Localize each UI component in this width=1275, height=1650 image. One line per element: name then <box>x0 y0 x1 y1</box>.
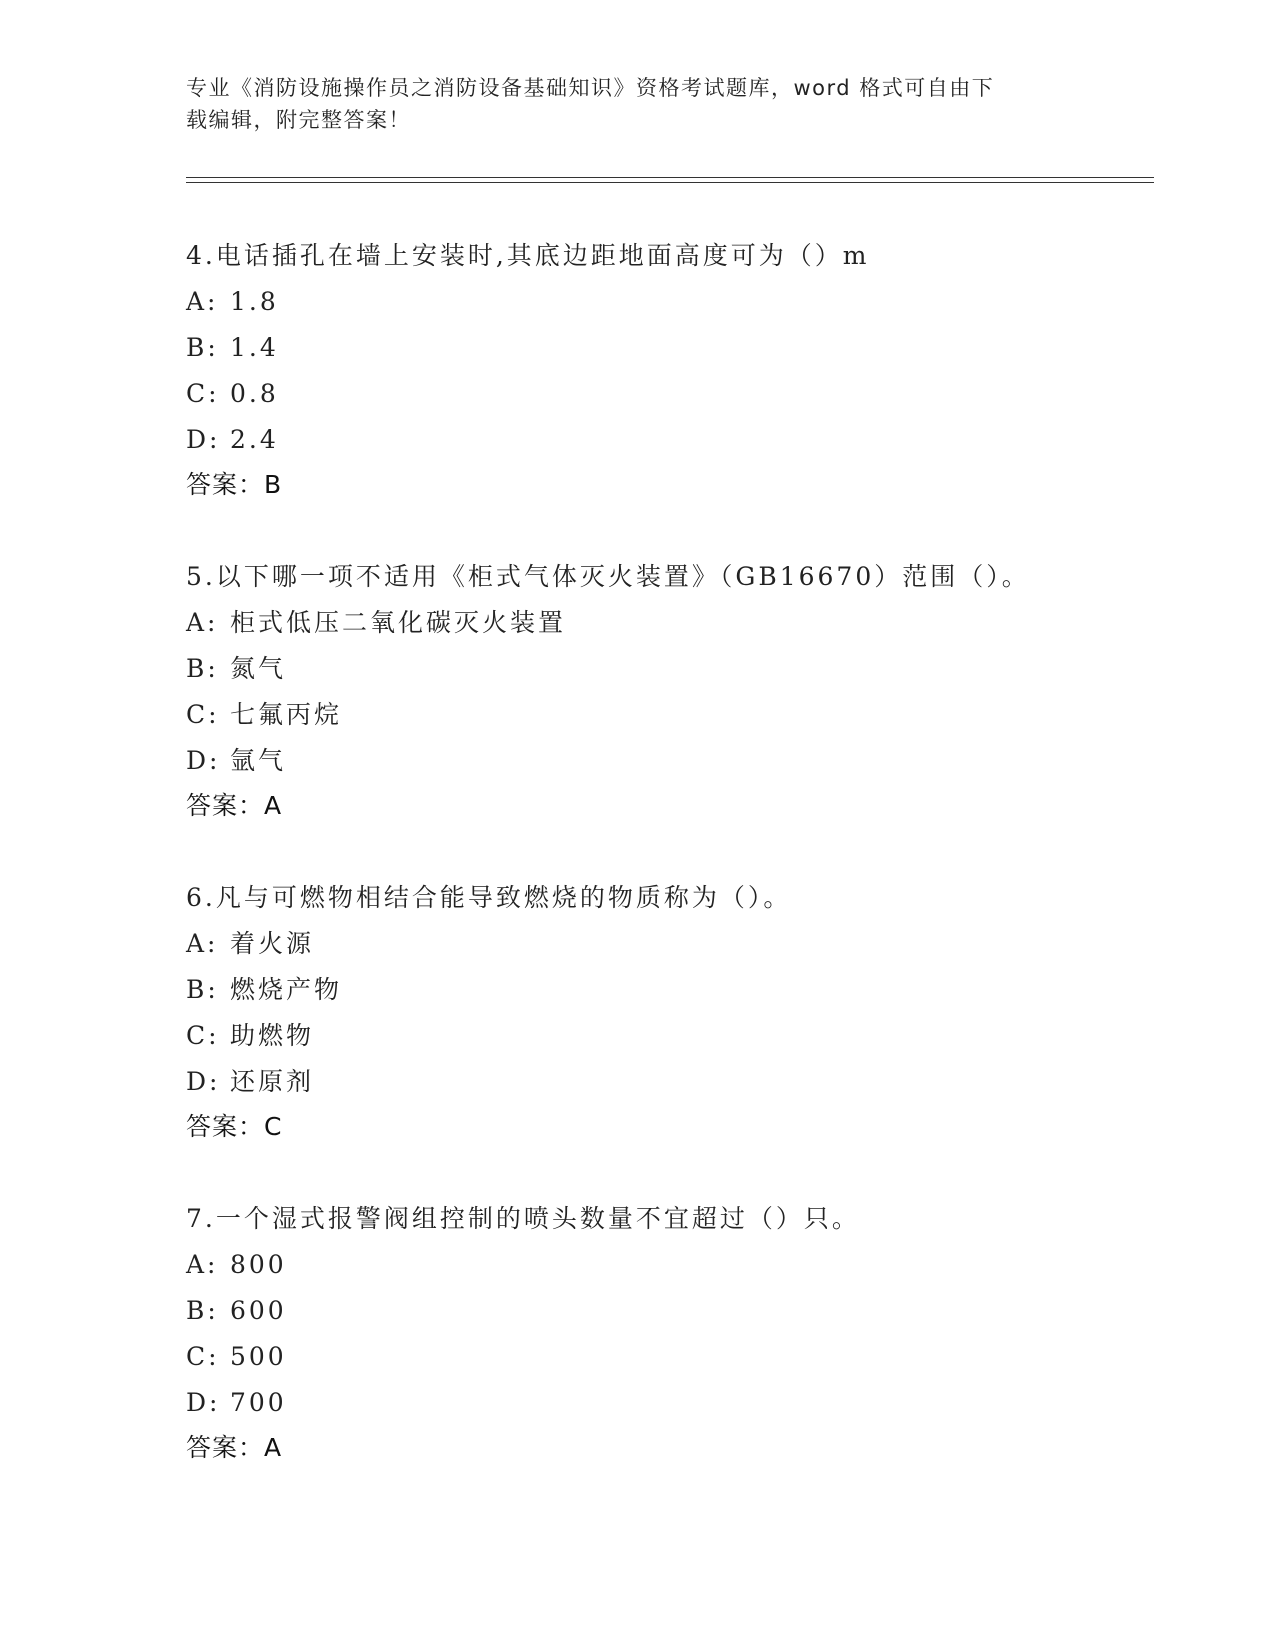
header-divider-bottom <box>186 182 1154 183</box>
answer-line: 答案：B <box>186 470 283 499</box>
option-c <box>186 1013 1146 1059</box>
question-title: 5.以下哪一项不适用《柜式气体灭火装置》（GB16670）范围（）。 <box>186 562 1030 591</box>
answer-line: 答案：A <box>186 1433 283 1462</box>
question-4 <box>186 233 1146 507</box>
option-a <box>186 1242 1146 1288</box>
option-text: 2.4 <box>230 425 279 454</box>
option-text: 着火源 <box>230 929 315 958</box>
option-b <box>186 967 1146 1013</box>
option-d <box>186 738 1146 784</box>
option-c <box>186 692 1146 738</box>
option-letter: A: <box>186 929 219 958</box>
option-letter: D: <box>186 746 221 775</box>
answer-line: 答案：C <box>186 1112 283 1141</box>
option-letter: D: <box>186 1388 221 1417</box>
option-text: 柜式低压二氧化碳灭火装置 <box>230 608 567 637</box>
option-letter: B: <box>186 1296 219 1325</box>
document-header <box>186 72 1086 136</box>
option-letter: D: <box>186 1067 221 1096</box>
option-a <box>186 279 1146 325</box>
option-letter: D: <box>186 425 221 454</box>
option-a <box>186 921 1146 967</box>
option-text: 500 <box>230 1342 287 1371</box>
option-text: 700 <box>230 1388 287 1417</box>
option-text: 1.4 <box>230 333 279 362</box>
option-b <box>186 325 1146 371</box>
option-letter: C: <box>186 700 220 729</box>
option-text: 还原剂 <box>230 1067 315 1096</box>
option-text: 1.8 <box>230 287 279 316</box>
question-title: 7.一个湿式报警阀组控制的喷头数量不宜超过（）只。 <box>186 1204 860 1233</box>
option-text: 0.8 <box>230 379 279 408</box>
option-letter: B: <box>186 333 219 362</box>
option-text: 助燃物 <box>230 1021 315 1050</box>
header-line-1: 专业《消防设施操作员之消防设备基础知识》资格考试题库，word 格式可自由下 <box>186 76 995 100</box>
option-letter: A: <box>186 1250 219 1279</box>
question-5 <box>186 554 1146 828</box>
option-text: 800 <box>230 1250 287 1279</box>
option-b <box>186 646 1146 692</box>
option-text: 七氟丙烷 <box>230 700 343 729</box>
option-text: 氩气 <box>230 746 287 775</box>
header-line-2: 载编辑，附完整答案！ <box>186 108 411 132</box>
option-c <box>186 1334 1146 1380</box>
option-d <box>186 1059 1146 1105</box>
option-text: 600 <box>230 1296 287 1325</box>
question-title: 6.凡与可燃物相结合能导致燃烧的物质称为（）。 <box>186 883 792 912</box>
option-letter: A: <box>186 287 219 316</box>
option-text: 氮气 <box>230 654 287 683</box>
option-c <box>186 371 1146 417</box>
question-title: 4.电话插孔在墙上安装时,其底边距地面高度可为（）m <box>186 241 870 270</box>
option-letter: A: <box>186 608 219 637</box>
header-divider-top <box>186 177 1154 178</box>
option-letter: C: <box>186 1021 220 1050</box>
question-6 <box>186 875 1146 1149</box>
option-b <box>186 1288 1146 1334</box>
option-text: 燃烧产物 <box>230 975 343 1004</box>
option-d <box>186 417 1146 463</box>
option-a <box>186 600 1146 646</box>
option-letter: B: <box>186 975 219 1004</box>
option-letter: C: <box>186 379 220 408</box>
option-letter: C: <box>186 1342 220 1371</box>
answer-line: 答案：A <box>186 791 283 820</box>
option-letter: B: <box>186 654 219 683</box>
question-7 <box>186 1196 1146 1470</box>
option-d <box>186 1380 1146 1426</box>
